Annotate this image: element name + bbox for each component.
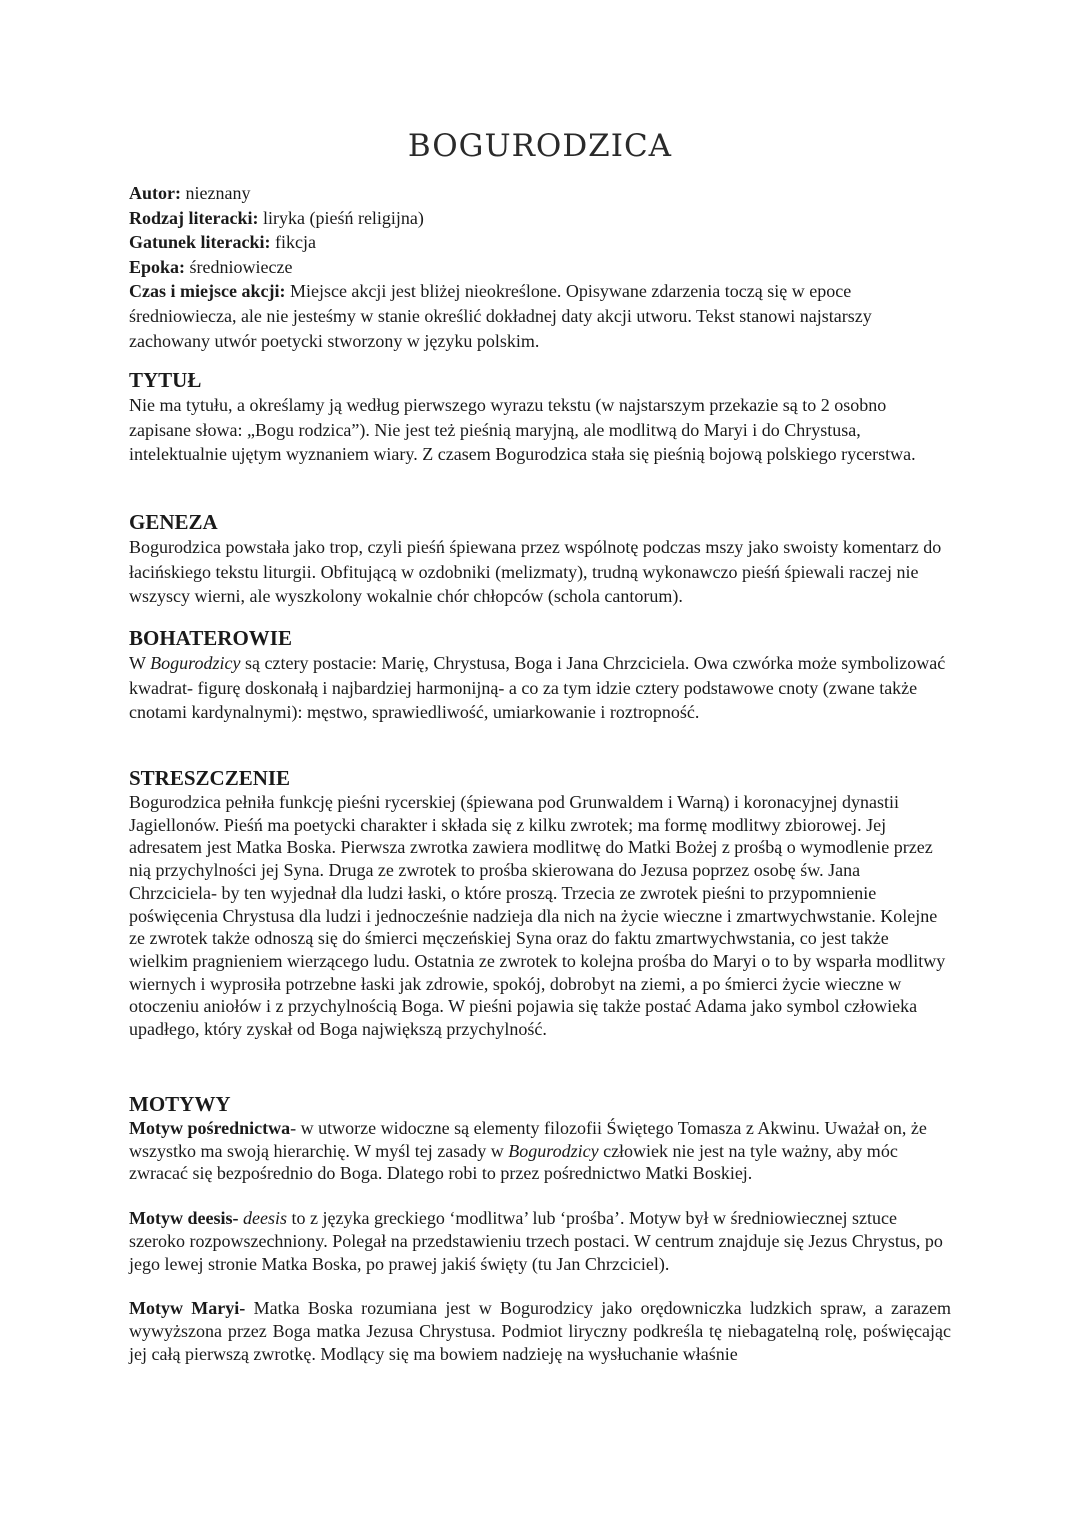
section-text: [129, 651, 951, 725]
meta-kind-label: Rodzaj literacki:: [129, 207, 259, 228]
section-bohaterowie: [129, 625, 951, 725]
text-span: W: [129, 653, 151, 673]
section-heading: MOTYWY: [129, 1092, 231, 1116]
section-heading: GENEZA: [129, 510, 218, 534]
motif-deesis: [129, 1207, 951, 1275]
text-span: są cztery postacie: Marię, Chrystusa, Boga i Jana Chrzciciela. Owa czwórka może symbolizować kwadrat- figurę doskonałą i najbardziej harmonijną- a co za tym idzie cztery podstawowe cnoty (zwane także cnotami kardynalnymi): męstwo, sprawiedliwość, umiarkowanie i roztropność.: [129, 653, 946, 723]
motif-label: Motyw pośrednictwa: [129, 1118, 291, 1138]
meta-genre-value: fikcja: [270, 232, 316, 253]
meta-time-place-value: Miejsce akcji jest bliżej nieokreślone. Opisywane zdarzenia toczą się w epoce średniowiecza, ale nie jesteśmy w stanie określić dokładnej daty akcji utworu. Tekst stanowi najstarszy zachowany utwór poetycki stworzony w języku polskim.: [129, 281, 872, 351]
text-span: Matka Boska rozumiana jest w Bogurodzicy jako orędowniczka ludzkich spraw, a zarazem wywyższona przez Boga matka Jezusa Chrystusa. Podmiot liryczny podkreśla tę niebagatelną rolę, poświęcając jej całą pierwszą zwrotkę. Modlący się ma bowiem nadzieję na wysłuchanie właśnie: [129, 1298, 951, 1364]
section-text: Bogurodzica powstała jako trop, czyli pieśń śpiewana przez wspólnotę podczas mszy jako swoisty komentarz do łacińskiego tekstu liturgii. Obfitującą w ozdobniki (melizmaty), trudną wykonawczo pieśń śpiewali raczej nie wszyscy wierni, ale wyszkolony wokalnie chór chłopców (schola cantorum).: [129, 537, 942, 607]
italic-title: Bogurodzicy: [508, 1140, 599, 1161]
meta-time-place-label: Czas i miejsce akcji:: [129, 281, 286, 302]
meta-kind-value: liryka (pieśń religijna): [258, 207, 424, 228]
italic-term: deesis: [238, 1208, 287, 1229]
meta-epoch-label: Epoka:: [129, 256, 186, 277]
meta-author: [129, 181, 951, 206]
meta-time-place: [129, 279, 951, 353]
meta-genre-label: Gatunek literacki:: [129, 232, 271, 253]
meta-epoch: [129, 255, 951, 280]
section-geneza: [129, 509, 951, 609]
section-text: Bogurodzica pełniła funkcję pieśni rycerskiej (śpiewana pod Grunwaldem i Warną) i koronacyjnej dynastii Jagiellonów. Pieśń ma poetycki charakter i składa się z kilku zwrotek; ma formę modlitwy zbiorowej. Jej adresatem jest Matka Boska. Pierwsza zwrotka zawiera modlitwę do Matki Bożej z prośbą o wymodlenie przez nią przychylności jej Syna. Druga ze zwrotek to prośba skierowana do Jezusa poprzez osobę św. Jana Chrzciciela- by ten wyjednał dla ludzi łaski, o które proszą. Trzecia ze zwrotek pieśni to przypomnienie poświęcenia Chrystusa dla ludzi i jednocześnie nadzieja dla nich na życie wieczne i zmartwychwstanie. Kolejne ze zwrotek także odnoszą się do śmierci męczeńskiej Syna oraz do faktu zmartwychwstania, co jest także wielkim pragnieniem wierzącego ludu. Ostatnia ze zwrotek to kolejna prośba do Maryi o to by wsparła modlitwy wiernych i wyprosiła potrzebne łaski jak zdrowie, spokój, dobrobyt na ziemi, a po śmierci życie wieczne w otoczeniu aniołów i z przychylnością Boga. W pieśni pojawia się także postać Adama jako symbol człowieka upadłego, który zyskał od Boga największą przychylność.: [129, 792, 946, 1040]
meta-kind: [129, 206, 951, 231]
section-streszczenie: [129, 765, 951, 1041]
section-text: Nie ma tytułu, a określamy ją według pierwszego wyrazu tekstu (w najstarszym przekazie są to 2 osobno zapisane słowa: „Bogu rodzica”). Nie jest też pieśnią maryjną, ale modlitwą do Maryi i do Chrystusa, intelektualnie ujętym wyznaniem wiary. Z czasem Bogurodzica stała się pieśnią bojową polskiego rycerstwa.: [129, 395, 916, 465]
section-tytul: [129, 367, 951, 467]
motif-label: Motyw Maryi-: [129, 1298, 246, 1319]
motif-mediation: [129, 1117, 951, 1185]
motif-mary: [129, 1297, 951, 1365]
text-span: to z języka greckiego ‘modlitwa’ lub ‘prośba’. Motyw był w średniowiecznej sztuce szeroko rozpowszechniony. Polegał na przedstawieniu trzech postaci. W centrum znajduje się Jezus Chrystus, po jego lewej stronie Matka Boska, po prawej jakiś święty (tu Jan Chrzciciel).: [129, 1208, 943, 1274]
section-motywy: [129, 1091, 951, 1365]
meta-epoch-value: średniowiecze: [185, 256, 293, 277]
text-span: człowiek nie jest na tyle ważny, aby móc zwracać się bezpośrednio do Boga. Dlatego robi to przez pośrednictwo Matki Boskiej.: [129, 1140, 898, 1184]
italic-title: Bogurodzicy: [150, 653, 241, 673]
meta-author-value: nieznany: [181, 183, 251, 203]
section-heading: STRESZCZENIE: [129, 766, 291, 790]
metadata-block: [129, 181, 951, 353]
meta-genre: [129, 230, 951, 255]
meta-author-label: Autor:: [129, 183, 181, 203]
text-span: - w utworze widoczne są elementy filozofii Świętego Tomasza z Akwinu. Uważał on, że wszystko ma swoją hierarchię. W myśl tej zasady w: [129, 1118, 927, 1161]
section-heading: BOHATEROWIE: [129, 626, 292, 650]
section-heading: TYTUŁ: [129, 368, 202, 392]
motif-label: Motyw deesis-: [129, 1208, 239, 1229]
document-title: BOGURODZICA: [407, 128, 673, 164]
